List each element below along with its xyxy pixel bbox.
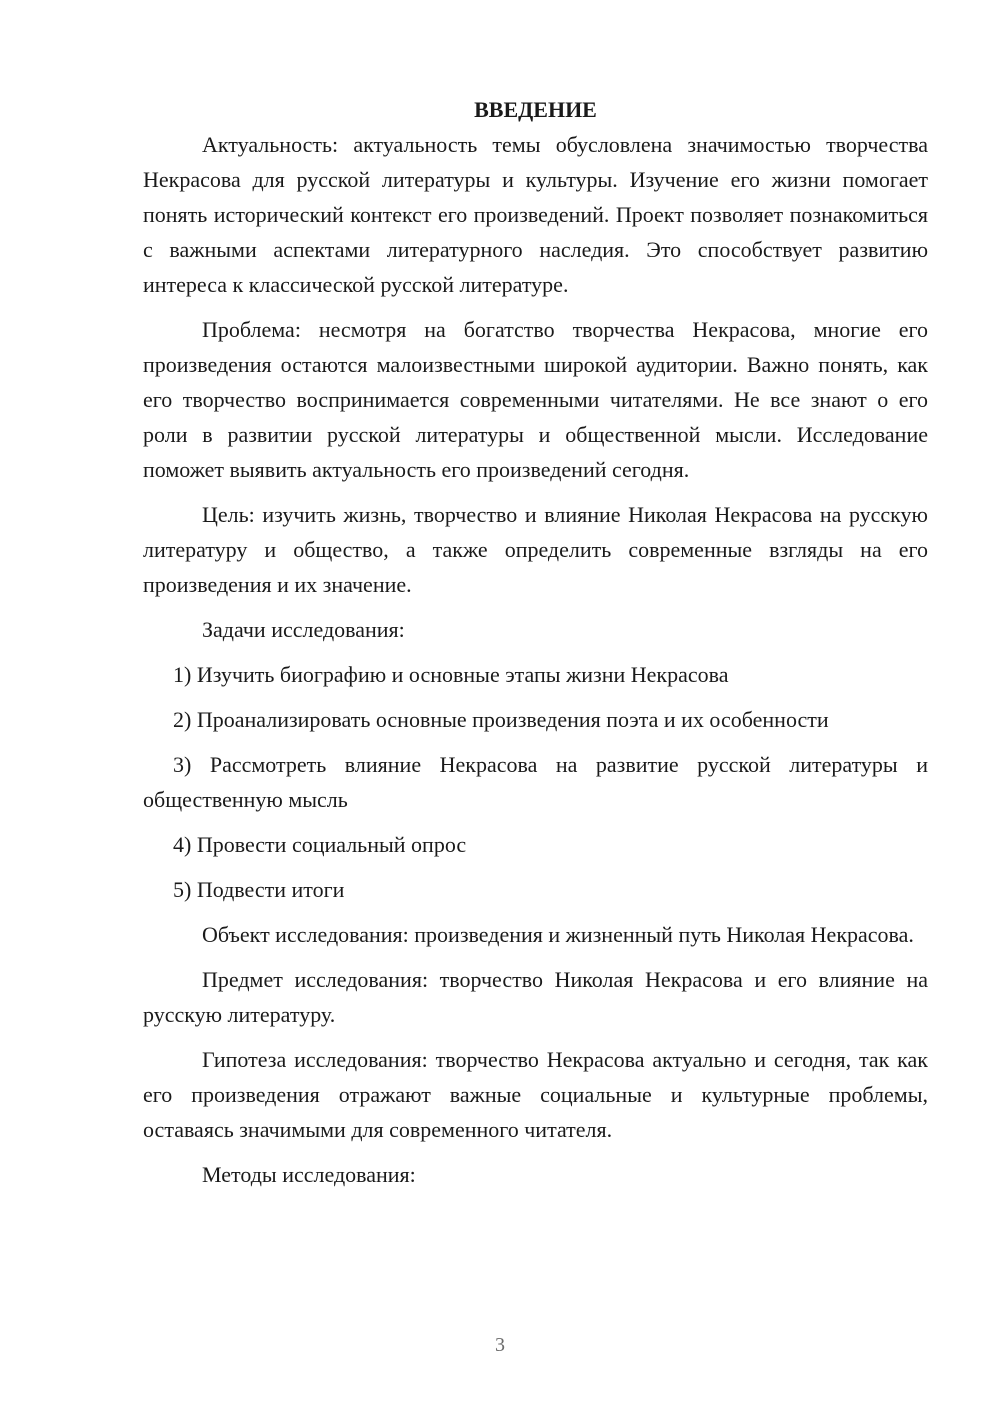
list-item: 2) Проанализировать основные произведения поэта и их особенности [173, 707, 829, 732]
paragraph-relevance: Актуальность: актуальность темы обусловлена значимостью творчества Некрасова для русской литературы и культуры. Изучение его жизни помогает понять исторический контекст его произведений. Проект позволяет познакомиться с важными аспектами литературного наследия. Это способствует развитию интереса к классической русской литературе. [143, 132, 928, 297]
tasks-list [143, 657, 928, 907]
list-item: 4) Провести социальный опрос [173, 832, 467, 857]
paragraph-problem: Проблема: несмотря на богатство творчества Некрасова, многие его произведения остаются малоизвестными широкой аудитории. Важно понять, как его творчество воспринимается современными читателями. Не все знают о его роли в развитии русской литературы и общественной мысли. Исследование поможет выявить актуальность его произведений сегодня. [143, 317, 928, 482]
paragraph-object: Объект исследования: произведения и жизненный путь Николая Некрасова. [202, 922, 914, 947]
paragraph-hypothesis: Гипотеза исследования: творчество Некрасова актуально и сегодня, так как его произведения отражают важные социальные и культурные проблемы, оставаясь значимыми для современного читателя. [143, 1047, 928, 1142]
page-number: 3 [495, 1334, 505, 1356]
section-heading: ВВЕДЕНИЕ [474, 97, 597, 122]
list-item: 3) Рассмотреть влияние Некрасова на развитие русской литературы и общественную мысль [143, 752, 928, 812]
paragraph-methods-intro: Методы исследования: [202, 1162, 416, 1187]
list-item: 5) Подвести итоги [173, 877, 345, 902]
paragraph-subject: Предмет исследования: творчество Николая Некрасова и его влияние на русскую литературу. [143, 967, 928, 1027]
paragraph-tasks-intro: Задачи исследования: [202, 617, 405, 642]
paragraph-goal: Цель: изучить жизнь, творчество и влияние Николая Некрасова на русскую литературу и общество, а также определить современные взгляды на его произведения и их значение. [143, 502, 928, 597]
list-item: 1) Изучить биографию и основные этапы жизни Некрасова [173, 662, 729, 687]
document-page [143, 92, 928, 1202]
